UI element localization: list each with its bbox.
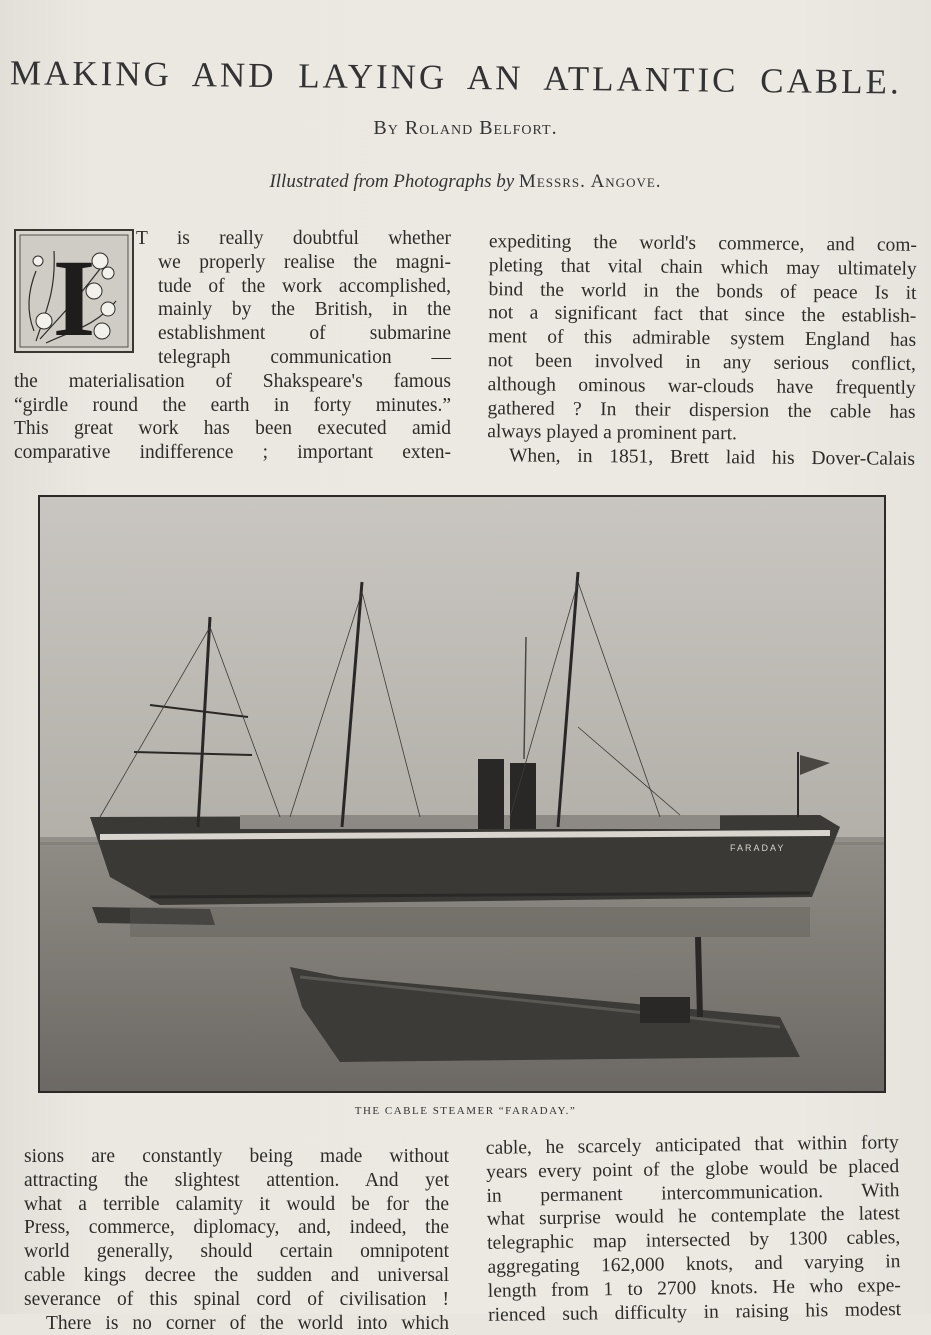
text-line: comparative indifference ; important exten- [14,442,451,464]
text-line: what surprise would he contemplate the latest [486,1203,900,1231]
text-line: establishment of submarine [158,323,451,345]
text-line: mainly by the British, in the [158,299,451,321]
column-1-top [14,227,451,465]
ship-name-label: FARADAY [730,843,786,853]
article-title: MAKING AND LAYING AN ATLANTIC CABLE. [9,53,902,102]
text-line: we properly realise the magni- [158,251,451,273]
text-line: rienced such difficulty in raising his modest [488,1298,902,1326]
text-line: world generally, should certain omnipotent [24,1241,449,1263]
text-line: When, in 1851, Brett laid his Dover-Calais [508,445,916,471]
text-line: although ominous war-clouds have frequently [487,373,916,399]
text-line: expediting the world's commerce, and com- [488,231,918,256]
steamship-illustration [40,497,884,1091]
text-line: not a significant fact that since the establish- [488,302,917,328]
ship-photograph [38,495,886,1093]
text-line: always played a prominent part. [487,421,737,445]
text-line: Press, commerce, diplomacy, and, indeed, the [24,1217,449,1239]
text-line: gathered ? In their dispersion the cable has [487,397,916,423]
text-line: years every point of the globe would be placed [486,1155,900,1183]
column-2-bottom [486,1131,902,1327]
illustration-credit-prefix: Illustrated from Photographs by [269,171,515,192]
text-line: in permanent intercommunication. With [486,1179,900,1207]
text-line: tude of the work accomplished, [158,275,451,297]
illustration-credit-name: Messrs. Angove. [518,171,662,192]
text-line: aggregating 162,000 knots, and varying in [487,1251,901,1278]
drop-cap-letter: I [52,237,96,351]
text-line: pleting that vital chain which may ultimately [488,254,917,280]
text-line: severance of this spinal cord of civilisation ! [24,1288,449,1310]
text-line: telegraph communication — [158,346,451,368]
column-1-bottom [24,1145,449,1335]
text-line: bind the world in the bonds of peace Is it [488,278,917,304]
text-line: T is really doubtful whether [136,228,451,249]
text-line: telegraphic map intersected by 1300 cables, [487,1227,901,1255]
text-line: cable kings decree the sudden and universal [24,1264,449,1286]
text-line: cable, he scarcely anticipated that within forty [485,1132,899,1159]
text-line: “girdle round the earth in forty minutes.” [14,394,451,416]
text-line: There is no corner of the world into which [46,1312,449,1334]
text-line: ment of this admirable system England has [488,326,917,352]
photo-caption: THE CABLE STEAMER “FARADAY.” [354,1105,577,1117]
text-line: the materialisation of Shakspeare's famous [14,370,451,392]
article-byline: By Roland Belfort. [373,117,558,139]
text-line: This great work has been executed amid [14,418,451,440]
text-line: not been involved in any serious conflict, [487,350,916,375]
text-line: length from 1 to 2700 knots. He who expe- [487,1274,901,1302]
text-line: what a terrible calamity it would be for the [24,1193,449,1215]
text-line: sions are constantly being made without [24,1146,449,1167]
column-2-top [487,230,917,472]
illustration-credit [0,171,931,193]
text-line: attracting the slightest attention. And yet [24,1169,449,1191]
